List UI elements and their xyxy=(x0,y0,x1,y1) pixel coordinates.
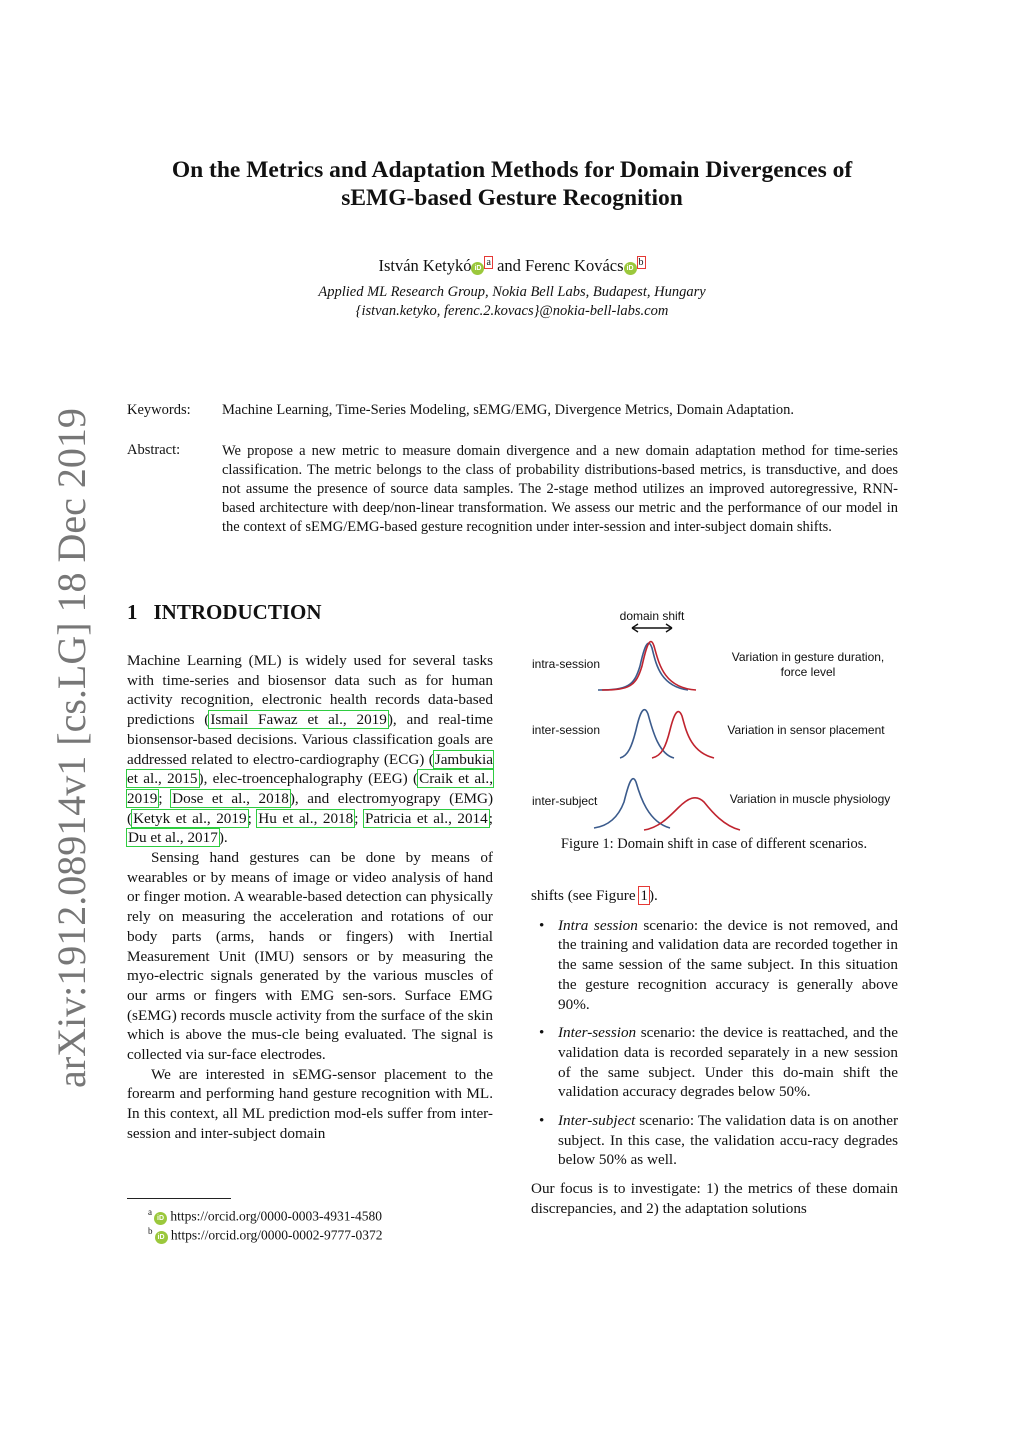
row-label-intra-session: intra-session xyxy=(532,657,601,671)
author-conjunction: and xyxy=(492,256,526,275)
figure-top-label: domain shift xyxy=(619,609,685,623)
scenario-term: Inter-session xyxy=(558,1024,637,1042)
citation-link[interactable]: Hu et al., 2018 xyxy=(258,809,354,827)
keywords-label: Keywords: xyxy=(127,402,191,418)
orcid-icon[interactable]: iD xyxy=(624,262,637,275)
text-run: ). xyxy=(218,829,228,847)
section-number: 1 xyxy=(127,600,138,624)
abstract-text: We propose a new metric to measure domain divergence and a new domain adaptation method for time-series classification. The metric belongs to the class of probability distributions-based metrics, is transductive, and does not assume the presence of source data samples. The 2-stage method utilizes an improved autoregressive, RNN-based architecture with deep/non-linear transformation. We assess our metric and the performance of our model in the context of sEMG/EMG-based gesture recognition under inter-session and inter-subject domain shifts. xyxy=(222,443,898,535)
right-column xyxy=(531,886,898,1219)
footnote-rule xyxy=(127,1198,231,1199)
citation-link[interactable]: Du et al., 2017 xyxy=(128,829,218,847)
figure-ref-link[interactable]: 1 xyxy=(640,887,648,904)
section-title: INTRODUCTION xyxy=(153,600,322,624)
scenario-text: scenario: the device is not removed, and the training and validation data are recorded together in the same session of the same subject. In this situation the gesture recognition accuracy is generally above 90%. xyxy=(558,916,898,1013)
list-item xyxy=(531,916,898,1015)
text-run: shifts (see Figure xyxy=(531,887,640,904)
keywords-text: Machine Learning, Time-Series Modeling, sEMG/EMG, Divergence Metrics, Domain Adaptation. xyxy=(222,402,794,418)
inter-session-target-curve xyxy=(652,712,714,758)
text-run: ). xyxy=(649,887,658,904)
footnote-mark: b xyxy=(148,1226,153,1236)
footnote-ref-b[interactable]: b xyxy=(638,257,644,268)
orcid-icon[interactable]: iD xyxy=(471,262,484,275)
scenario-term: Inter-subject xyxy=(558,1112,636,1130)
orcid-icon: iD xyxy=(155,1231,168,1244)
right-lead xyxy=(531,886,898,906)
footnote-ref-a[interactable]: a xyxy=(486,257,491,268)
footnote-url[interactable]: https://orcid.org/0000-0002-9777-0372 xyxy=(170,1227,383,1243)
citation-link[interactable]: Patricia et al., 2014 xyxy=(364,809,488,827)
figure-domain-shift xyxy=(528,606,898,842)
affiliation: Applied ML Research Group, Nokia Bell Labs, Budapest, Hungary xyxy=(318,284,706,300)
scenario-text: scenario: the device is reattached, and the validation data is recorded separately in a new session of the same subject. Under this do-main shift the validation accuracy degrades below 50%. xyxy=(558,1024,898,1101)
row-label-inter-subject: inter-subject xyxy=(532,794,598,808)
text-run: ; xyxy=(354,809,364,827)
title-line-1: On the Metrics and Adaptation Methods for Domain Divergences of xyxy=(171,157,853,183)
row-desc-intra-1: Variation in gesture duration, xyxy=(731,650,885,664)
text-run: ), elec-troencephalography (EEG) ( xyxy=(198,770,419,788)
citation-link[interactable]: Dose et al., 2018 xyxy=(172,789,289,807)
author-line xyxy=(100,256,924,276)
affiliation-block xyxy=(100,283,924,321)
author-2: Ferenc Kovács xyxy=(525,256,624,275)
text-run: ), and electromyograpy (EMG) ( xyxy=(127,789,494,827)
text-run: ; xyxy=(247,809,258,827)
row-desc-inter-session: Variation in sensor placement xyxy=(727,723,885,737)
intro-paragraph-2: Sensing hand gestures can be done by means of wearables or by means of image or video analysis of hand or finger motion. A wearable-based detection can physically rely on measuring the acceleration and rotations of our body parts (arms, hands or fingers) with Inertial Measurement Unit (IMU) sensors or by measuring the myo-electric signals generated by the various muscles of our arms or fingers with EMG sen-sors. Surface EMG (sEMG) records muscle activity from the surface of the skin which is above the mus-cle being evaluated. The signal is collected via sur-face electrodes. xyxy=(127,849,493,1064)
row-desc-intra-2: force level xyxy=(780,665,836,679)
footnote-b xyxy=(148,1226,383,1244)
scenario-text: scenario: The validation data is on another subject. In this case, the validation accu-racy degrades below 50% as well. xyxy=(558,1112,898,1169)
text-run: Machine Learning (ML) is widely used for several tasks with time-series and biosensor data such as for human activity recognition, electronic health records data-based predictions ( xyxy=(127,652,493,729)
right-paragraph: Our focus is to investigate: 1) the metrics of these domain discrepancies, and 2) the adaptation solutions xyxy=(531,1180,898,1217)
citation-link[interactable]: Ismail Fawaz et al., 2019 xyxy=(210,711,387,729)
domain-shift-arrow xyxy=(632,624,672,632)
figure-caption: Figure 1: Domain shift in case of different scenarios. xyxy=(560,836,868,852)
footnote-url[interactable]: https://orcid.org/0000-0003-4931-4580 xyxy=(170,1208,382,1224)
citation-link[interactable]: Craik et al., 2019 xyxy=(127,770,493,807)
row-desc-inter-subject: Variation in muscle physiology xyxy=(729,792,891,806)
figure-svg xyxy=(528,606,898,842)
inter-session-source-curve xyxy=(620,710,674,758)
intro-paragraph-1 xyxy=(127,651,493,848)
abstract-label: Abstract: xyxy=(127,442,181,458)
row-label-inter-session: inter-session xyxy=(532,723,601,737)
scenario-list xyxy=(531,916,898,1170)
author-email: {istvan.ketyko, ferenc.2.kovacs}@nokia-bell-labs.com xyxy=(355,303,669,319)
inter-subject-target-curve xyxy=(644,798,740,830)
scenario-term: Intra session xyxy=(558,916,638,934)
text-run: ), and real-time bionsensor-based decisions. Various classification goals are addressed related to electro-cardiography (ECG) ( xyxy=(127,711,493,768)
text-run: ; xyxy=(488,809,493,827)
author-1: István Ketykó xyxy=(378,256,472,275)
arxiv-stamp: arXiv:1912.08914v1 [cs.LG] 18 Dec 2019 xyxy=(49,408,94,1088)
citation-link[interactable]: Jambukia et al., 2015 xyxy=(127,750,493,788)
text-run: ; xyxy=(158,789,172,807)
section-heading xyxy=(127,600,322,625)
paper-title xyxy=(100,156,924,212)
inter-subject-source-curve xyxy=(594,779,670,828)
footnote-mark: a xyxy=(148,1207,152,1217)
list-item xyxy=(531,1023,898,1102)
footnote-a xyxy=(148,1207,382,1225)
title-line-2: sEMG-based Gesture Recognition xyxy=(341,185,683,211)
orcid-icon: iD xyxy=(154,1212,167,1225)
citation-link[interactable]: Ketyk et al., 2019 xyxy=(133,809,247,827)
intro-paragraph-3: We are interested in sEMG-sensor placement to the forearm and performing hand gesture recognition with ML. In this context, all ML prediction mod-els suffer from inter-session and inter-subject domain xyxy=(127,1065,493,1142)
list-item xyxy=(531,1111,898,1170)
left-column xyxy=(127,651,493,1144)
intra-session-target-curve xyxy=(602,642,696,690)
